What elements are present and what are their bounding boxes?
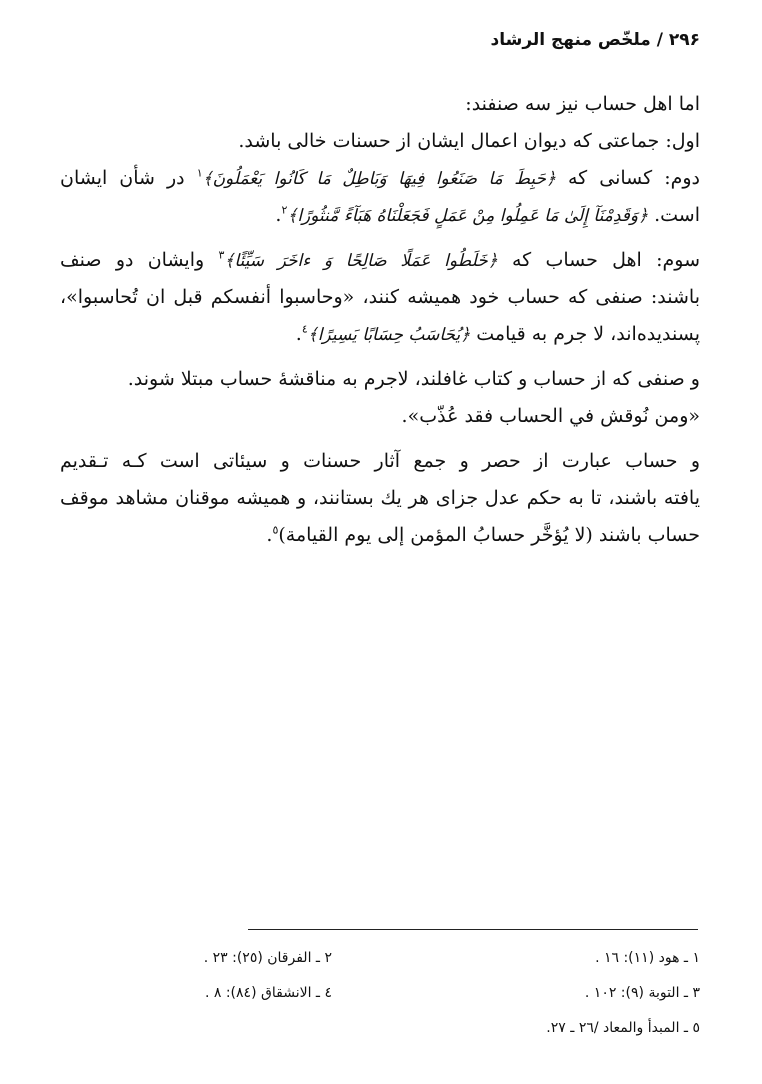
quran-verse: ﴿حَبِطَ مَا صَنَعُوا فِيهَا وَبَاطِلٌ مَا كَانُوا يَعْمَلُونَ﴾ bbox=[202, 169, 556, 189]
line-text: پسندیده‌اند، لا جرم به قیامت bbox=[470, 323, 700, 345]
paragraph-gap bbox=[60, 435, 700, 443]
text-line: اول: جماعتی که دیوان اعمال ایشان از حسنات خالی باشد. bbox=[238, 130, 700, 152]
text-line: اما اهل حساب نيز سه صنفند: bbox=[465, 93, 700, 115]
line-text: . bbox=[266, 524, 273, 546]
footnote-marker: ٢ bbox=[281, 203, 288, 217]
page-header bbox=[60, 30, 700, 50]
text-line: باشند: صنفی که حساب خود همیشه کنند، «وحاسبوا أنفسكم قبل ان تُحاسبوا»، bbox=[60, 286, 700, 308]
page-number: ۲۹۶ bbox=[668, 30, 700, 50]
paragraph bbox=[60, 242, 700, 353]
text-line: و حساب عبارت از حصر و جمع آثار حسنات و سیئاتی است کـه تـقدیم bbox=[60, 450, 700, 472]
paragraph bbox=[60, 123, 700, 160]
text-line bbox=[60, 517, 700, 554]
book-title: ملخّص منهج الرشاد bbox=[490, 30, 651, 50]
text-line bbox=[60, 242, 700, 279]
text-line: «ومن نُوقش في الحساب فقد عُذّب». bbox=[401, 405, 700, 427]
footnote-5: ٥ ـ المبدأ والمعاد /٢٦ ـ ٢٧. bbox=[546, 1020, 700, 1036]
text-line bbox=[60, 160, 700, 197]
line-text: سوم: اهل حساب که bbox=[497, 249, 700, 271]
footnote-marker: ٥ bbox=[272, 523, 279, 537]
footnote-3: ٣ ـ التوبة (٩): ١٠٢ . bbox=[584, 985, 700, 1001]
line-text: در شأن ایشان bbox=[60, 167, 197, 189]
footnote-1: ١ ـ هود (١١): ١٦ . bbox=[595, 950, 700, 966]
paragraph bbox=[60, 443, 700, 554]
line-text: وایشان دو صنف bbox=[60, 249, 219, 271]
paragraph bbox=[60, 361, 700, 435]
line-text: است. bbox=[648, 204, 700, 226]
text-line: یافته باشند، تا به حکم عدل جزای هر یك بستانند، و همیشه موقنان مشاهد موقف bbox=[60, 487, 700, 509]
paragraph-gap bbox=[60, 234, 700, 242]
paragraph-gap bbox=[60, 353, 700, 361]
quran-verse: ﴿خَلَطُوا عَمَلًا صَالِحًا وَ ءاخَرَ سَيِّئًا﴾ bbox=[224, 251, 498, 271]
footnote-marker: ٤ bbox=[301, 322, 308, 336]
line-text: حساب باشند (لا يُؤخَّر حسابُ المؤمن إلى يوم القيامة) bbox=[278, 524, 700, 546]
footnote-divider bbox=[248, 929, 698, 930]
text-line: و صنفی که از حساب و کتاب غافلند، لاجرم به مناقشهٔ حساب مبتلا شوند. bbox=[127, 368, 700, 390]
line-text: . bbox=[275, 204, 282, 226]
text-line bbox=[60, 316, 700, 353]
footnote-marker: ٣ bbox=[218, 248, 225, 262]
paragraph bbox=[60, 160, 700, 234]
line-text: . bbox=[295, 323, 302, 345]
footnote-4: ٤ ـ الانشقاق (٨٤): ٨ . bbox=[204, 985, 332, 1001]
quran-verse: ﴿وَقَدِمْنَآ إِلَىٰ مَا عَمِلُوا مِنْ عَمَلٍ فَجَعَلْنَاهُ هَبَآءً مَّنثُورًا﴾ bbox=[287, 206, 649, 226]
paragraph bbox=[60, 86, 700, 123]
footnote-marker: ١ bbox=[196, 166, 203, 180]
quran-verse: ﴿يُحَاسَبُ حِسَابًا يَسِيرًا﴾ bbox=[307, 325, 471, 345]
line-text: دوم: کسانی که bbox=[555, 167, 700, 189]
text-line bbox=[60, 197, 700, 234]
body-text bbox=[60, 86, 700, 554]
footnote-2: ٢ ـ الفرقان (٢٥): ٢٣ . bbox=[203, 950, 332, 966]
header-separator: / bbox=[656, 30, 663, 50]
